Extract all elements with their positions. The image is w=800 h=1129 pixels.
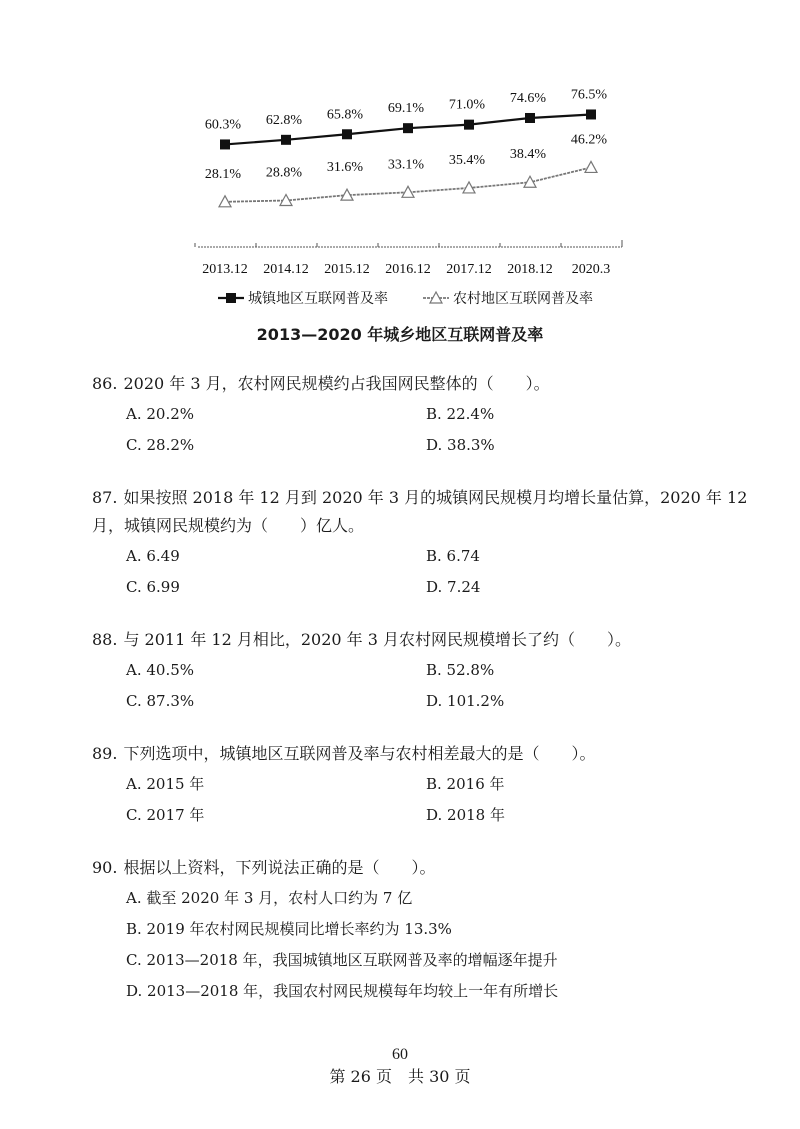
rural-data-label: 28.1% <box>204 166 242 182</box>
option-d[interactable]: D. 2018 年 <box>426 806 505 824</box>
question-stem: 如果按照 2018 年 12 月到 2020 年 3 月的城镇网民规模月均增长量估算，2020 年 12 月，城镇网民规模约为（ ）亿人。 <box>92 488 748 535</box>
urban-point <box>403 123 413 133</box>
urban-data-label: 65.8% <box>326 107 364 123</box>
question-89 <box>92 740 752 830</box>
rural-point <box>585 161 597 172</box>
urban-point <box>220 139 230 149</box>
urban-data-label: 71.0% <box>448 97 486 113</box>
urban-point <box>342 129 352 139</box>
urban-point <box>281 135 291 145</box>
option-b[interactable]: B. 52.8% <box>426 660 495 679</box>
page-stamp: 60 <box>392 1046 408 1063</box>
x-tick-label: 2016.12 <box>385 262 431 277</box>
urban-data-label: 76.5% <box>570 87 608 103</box>
option-c[interactable]: C. 87.3% <box>126 691 195 710</box>
option-b[interactable]: B. 2016 年 <box>426 775 505 793</box>
question-stem: 与 2011 年 12 月相比，2020 年 3 月农村网民规模增长了约（ ）。 <box>123 630 632 649</box>
chart-title: 2013—2020 年城乡地区互联网普及率 <box>256 325 544 344</box>
urban-data-label: 69.1% <box>387 101 425 117</box>
rural-point <box>402 186 414 197</box>
option-a[interactable]: A. 40.5% <box>126 660 195 679</box>
x-tick-label: 2015.12 <box>324 262 370 277</box>
question-87 <box>92 484 752 602</box>
question-88 <box>92 626 752 716</box>
option-a[interactable]: A. 6.49 <box>126 546 180 565</box>
question-stem: 下列选项中，城镇地区互联网普及率与农村相差最大的是（ ）。 <box>123 744 596 763</box>
option-d[interactable]: D. 7.24 <box>426 577 481 596</box>
rural-data-label: 28.8% <box>265 165 303 181</box>
option-a[interactable]: A. 截至 2020 年 3 月，农村人口约为 7 亿 <box>126 889 413 907</box>
x-tick-label: 2017.12 <box>446 262 492 277</box>
question-list <box>92 370 752 1030</box>
question-number: 90. <box>92 858 118 877</box>
x-tick-label: 2020.3 <box>571 262 611 277</box>
option-b[interactable]: B. 6.74 <box>426 546 480 565</box>
x-tick-label: 2013.12 <box>202 262 248 277</box>
urban-data-label: 62.8% <box>265 112 303 128</box>
urban-point <box>586 109 596 119</box>
question-stem: 2020 年 3 月，农村网民规模约占我国网民整体的（ ）。 <box>123 374 550 393</box>
option-d[interactable]: D. 38.3% <box>426 435 495 454</box>
urban-point <box>464 120 474 130</box>
urban-data-label: 60.3% <box>204 117 242 133</box>
legend-marker <box>226 293 236 303</box>
line-chart <box>150 70 650 324</box>
rural-data-label: 35.4% <box>448 152 486 168</box>
legend-label: 农村地区互联网普及率 <box>453 292 593 307</box>
legend-label: 城镇地区互联网普及率 <box>248 292 388 307</box>
urban-data-label: 74.6% <box>509 90 547 106</box>
chart-svg <box>150 70 650 320</box>
rural-data-label: 31.6% <box>326 160 364 176</box>
x-tick-label: 2018.12 <box>507 262 553 277</box>
option-a[interactable]: A. 20.2% <box>126 404 195 423</box>
question-number: 89. <box>92 744 118 763</box>
question-86 <box>92 370 752 460</box>
option-b[interactable]: B. 22.4% <box>426 404 495 423</box>
question-number: 86. <box>92 374 118 393</box>
option-c[interactable]: C. 6.99 <box>126 577 180 596</box>
question-90 <box>92 854 752 1006</box>
question-stem: 根据以上资料，下列说法正确的是（ ）。 <box>123 858 436 877</box>
option-d[interactable]: D. 2013—2018 年，我国农村网民规模每年均较上一年有所增长 <box>126 982 559 1000</box>
option-a[interactable]: A. 2015 年 <box>126 775 205 793</box>
question-number: 87. <box>92 488 118 507</box>
rural-data-label: 33.1% <box>387 157 425 173</box>
rural-data-label: 38.4% <box>509 147 547 163</box>
option-c[interactable]: C. 2017 年 <box>126 806 205 824</box>
option-c[interactable]: C. 28.2% <box>126 435 195 454</box>
urban-point <box>525 113 535 123</box>
x-tick-label: 2014.12 <box>263 262 309 277</box>
option-c[interactable]: C. 2013—2018 年，我国城镇地区互联网普及率的增幅逐年提升 <box>126 951 558 969</box>
question-number: 88. <box>92 630 118 649</box>
option-d[interactable]: D. 101.2% <box>426 691 505 710</box>
rural-data-label: 46.2% <box>570 132 608 148</box>
page-footer: 第 26 页 共 30 页 <box>329 1067 471 1086</box>
option-b[interactable]: B. 2019 年农村网民规模同比增长率约为 13.3% <box>126 920 452 938</box>
